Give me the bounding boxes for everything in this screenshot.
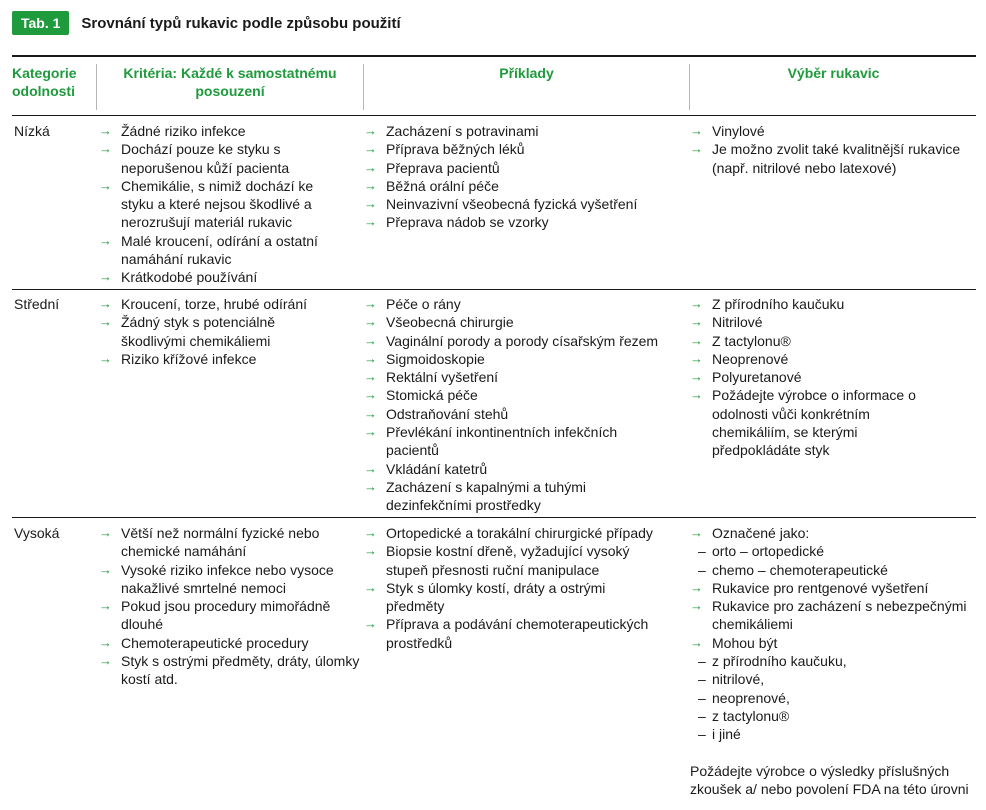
arrow-right-icon: → <box>364 579 377 595</box>
list-item: → Rukavice pro zacházení s nebezpečnými chemikáliemi <box>690 598 967 633</box>
list-item: → Sigmoidoskopie <box>364 350 485 367</box>
list-item: → Vysoké riziko infekce nebo vysoce nakažlivé smrtelné nemoci <box>99 561 334 596</box>
list-item: → Žádné riziko infekce <box>99 123 246 139</box>
list-item: → Přeprava pacientů <box>364 159 500 176</box>
list-item: → Všeobecná chirurgie <box>364 314 514 331</box>
list-item: → Malé kroucení, odírání a ostatní namáhání rukavic <box>99 232 318 268</box>
arrow-right-icon: → <box>364 314 377 330</box>
table-badge: Tab. 1 <box>12 11 69 35</box>
arrow-right-icon: → <box>690 350 703 366</box>
arrow-right-icon: → <box>364 387 377 403</box>
list-item: → Neoprenové <box>690 350 789 367</box>
arrow-right-icon: → <box>690 296 703 311</box>
sub-list-item: – z tactylonu® <box>698 707 790 724</box>
arrow-right-icon: → <box>690 579 703 595</box>
list-item: → Přeprava nádob se vzorky <box>364 214 549 231</box>
arrow-right-icon: → <box>690 634 703 650</box>
list-item: → Rektální vyšetření <box>364 369 499 386</box>
arrow-right-icon: → <box>364 332 377 348</box>
arrow-right-icon: → <box>364 478 377 494</box>
arrow-right-icon: → <box>690 369 703 385</box>
list-item: → Chemikálie, s nimiž dochází ke styku a které nejsou škodlivé a nerozrušují materiál rukavic <box>99 177 314 231</box>
header-col-selection: Výběr rukavic <box>787 65 880 81</box>
table-title: Srovnání typů rukavic podle způsobu použití <box>81 14 401 32</box>
header-divider <box>96 64 97 110</box>
arrow-right-icon: → <box>364 350 377 366</box>
category-medium: Střední <box>14 296 60 312</box>
arrow-right-icon: → <box>364 525 377 540</box>
criteria-cell <box>99 524 361 689</box>
selection-cell <box>690 295 976 460</box>
arrow-right-icon: → <box>99 561 112 577</box>
footer-note: Požádejte výrobce o výsledky příslušných zkoušek a/ nebo povolení FDA na této úrovni <box>690 762 969 797</box>
list-item: → Žádný styk s potenciálně škodlivými chemikáliemi <box>99 314 276 349</box>
category-high: Vysoká <box>14 525 60 541</box>
arrow-right-icon: → <box>99 296 112 311</box>
table-title-row <box>12 11 401 35</box>
spacer <box>690 744 980 762</box>
arrow-right-icon: → <box>364 159 377 175</box>
list-item: → Běžná orální péče <box>364 177 499 194</box>
arrow-right-icon: → <box>690 387 703 403</box>
arrow-right-icon: → <box>364 424 377 440</box>
criteria-cell <box>99 295 361 368</box>
arrow-right-icon: → <box>364 405 377 421</box>
dash-mark: – <box>698 726 706 743</box>
header-col-examples: Příklady <box>499 65 554 81</box>
sub-list-item: – chemo – chemoterapeutické <box>698 561 888 578</box>
examples-cell <box>364 122 686 232</box>
arrow-right-icon: → <box>99 634 112 650</box>
list-item: → Neinvazivní všeobecná fyzická vyšetření <box>364 196 638 213</box>
dash-mark: – <box>698 543 706 560</box>
list-item: → Z tactylonu® <box>690 332 791 349</box>
header-divider <box>689 64 690 110</box>
arrow-right-icon: → <box>364 616 377 632</box>
arrow-right-icon: → <box>364 296 377 311</box>
row-rule <box>12 517 976 518</box>
list-item: → Stomická péče <box>364 387 478 404</box>
list-item: → Vinylové <box>690 123 765 139</box>
arrow-right-icon: → <box>364 214 377 230</box>
list-item: → Riziko křížové infekce <box>99 350 257 367</box>
list-item: → Větší než normální fyzické nebo chemické namáhání <box>99 525 320 560</box>
header-divider <box>363 64 364 110</box>
arrow-right-icon: → <box>364 460 377 476</box>
arrow-right-icon: → <box>99 141 112 157</box>
arrow-right-icon: → <box>99 123 112 138</box>
selection-cell <box>690 122 976 177</box>
list-item: → Rukavice pro rentgenové vyšetření <box>690 579 929 596</box>
dash-mark: – <box>698 561 706 578</box>
category-low: Nízká <box>14 123 50 139</box>
header-bottom-rule <box>12 115 976 116</box>
arrow-right-icon: → <box>690 314 703 330</box>
list-item: → Polyuretanové <box>690 369 802 386</box>
sub-list-item: – nitrilové, <box>698 671 765 688</box>
arrow-right-icon: → <box>364 196 377 212</box>
arrow-right-icon: → <box>99 598 112 614</box>
arrow-right-icon: → <box>99 525 112 540</box>
list-item: → Je možno zvolit také kvalitnější rukavice (např. nitrilové nebo latexové) <box>690 141 961 176</box>
arrow-right-icon: → <box>364 543 377 559</box>
arrow-right-icon: → <box>99 314 112 330</box>
list-item: → Ortopedické a torakální chirurgické případy <box>364 525 653 541</box>
arrow-right-icon: → <box>364 369 377 385</box>
examples-cell <box>364 295 686 515</box>
arrow-right-icon: → <box>690 598 703 614</box>
header-col-criteria: Kritéria: Každé k samostatnému posouzení <box>123 65 337 99</box>
arrow-right-icon: → <box>364 123 377 138</box>
list-item: → Zacházení s kapalnými a tuhými dezinfekčními prostředky <box>364 478 586 514</box>
list-item: → Styk s ostrými předměty, dráty, úlomky kostí atd. <box>99 653 360 688</box>
dash-mark: – <box>698 671 706 688</box>
list-item: → Vaginální porody a porody císařským řezem <box>364 332 659 349</box>
list-item: → Zacházení s potravinami <box>364 123 539 139</box>
list-item: → Dochází pouze ke styku s neporušenou kůží pacienta <box>99 141 290 176</box>
list-item: → Chemoterapeutické procedury <box>99 634 309 651</box>
examples-cell <box>364 524 686 652</box>
list-item: → Příprava běžných léků <box>364 141 525 158</box>
list-item: → Pokud jsou procedury mimořádně dlouhé <box>99 598 331 633</box>
list-item: → Příprava a podávání chemoterapeutických prostředků <box>364 616 649 651</box>
arrow-right-icon: → <box>690 123 703 138</box>
arrow-right-icon: → <box>690 332 703 348</box>
list-item: → Péče o rány <box>364 296 461 312</box>
list-item: → Mohou být <box>690 634 778 651</box>
arrow-right-icon: → <box>99 350 112 366</box>
arrow-right-icon: → <box>690 141 703 157</box>
list-item: → Označené jako: <box>690 525 810 541</box>
list-item: → Odstraňování stehů <box>364 405 509 422</box>
arrow-right-icon: → <box>690 525 703 540</box>
row-rule <box>12 289 976 290</box>
list-item: → Krátkodobé používání <box>99 269 258 286</box>
list-item: → Kroucení, torze, hrubé odírání <box>99 296 307 312</box>
dash-mark: – <box>698 689 706 706</box>
list-item: → Styk s úlomky kostí, dráty a ostrými předměty <box>364 579 606 615</box>
arrow-right-icon: → <box>364 141 377 157</box>
list-item: → Biopsie kostní dřeně, vyžadující vysoký stupeň přesnosti ruční manipulace <box>364 543 630 578</box>
sub-list-item: – i jiné <box>698 726 741 743</box>
list-item: → Převlékání inkontinentních infekčních pacientů <box>364 424 618 459</box>
header-top-rule <box>12 55 976 57</box>
sub-list-item: – neoprenové, <box>698 689 790 706</box>
arrow-right-icon: → <box>364 177 377 193</box>
list-item: → Z přírodního kaučuku <box>690 296 845 312</box>
sub-list-item: – z přírodního kaučuku, <box>698 653 847 670</box>
arrow-right-icon: → <box>99 269 112 285</box>
list-item: → Vkládání katetrů <box>364 460 488 477</box>
criteria-cell <box>99 122 361 287</box>
selection-cell <box>690 524 980 798</box>
list-item: → Požádejte výrobce o informace o odolnosti vůči konkrétním chemikáliím, se kterými předpokládáte styk <box>690 387 916 459</box>
list-item: → Nitrilové <box>690 314 763 331</box>
dash-mark: – <box>698 653 706 670</box>
arrow-right-icon: → <box>99 177 112 193</box>
dash-mark: – <box>698 707 706 724</box>
arrow-right-icon: → <box>99 232 112 248</box>
arrow-right-icon: → <box>99 653 112 669</box>
header-col-category: Kategorie odolnosti <box>12 65 77 99</box>
sub-list-item: – orto – ortopedické <box>698 543 825 560</box>
